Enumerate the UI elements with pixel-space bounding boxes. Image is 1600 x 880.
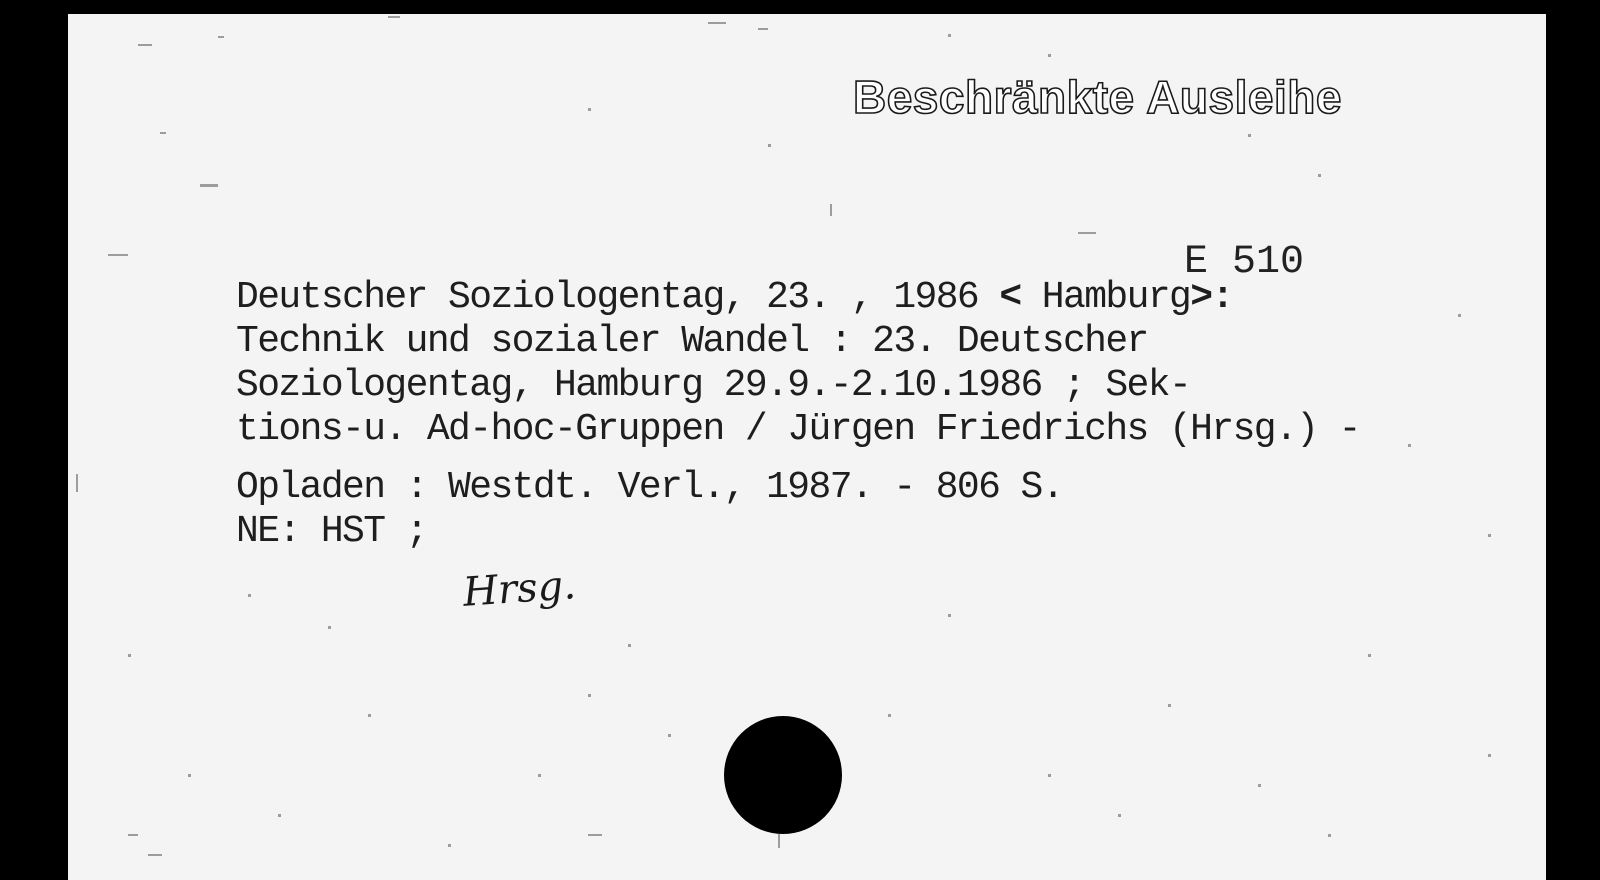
handwritten-note: Hrsg. [461,562,578,616]
entry-spacer [236,452,1360,466]
entry-line-5: Opladen : Westdt. Verl., 1987. - 806 S. [236,466,1063,509]
catalog-card [68,14,1546,880]
shelf-mark: E 510 [1184,240,1305,285]
place-note: Hamburg [1041,276,1191,319]
punch-hole [724,716,842,834]
restricted-loan-stamp: Beschränkte Ausleihe [853,71,1342,123]
entry-heading: Deutscher Soziologentag, 23. , 1986 [236,276,979,319]
entry-line-2: Technik und sozialer Wandel : 23. Deutscher [236,320,1148,363]
place-open-mark: < [999,276,1021,319]
entry-line-6: NE: HST ; [236,510,427,553]
place-close-mark: >: [1190,276,1233,319]
entry-line-3: Soziologentag, Hamburg 29.9.-2.10.1986 ; Sek- [236,364,1191,407]
entry-line-4: tions-u. Ad-hoc-Gruppen / Jürgen Friedrichs (Hrsg.) - [236,408,1360,451]
entry-line-1 [236,276,1360,320]
bibliographic-entry [236,276,1360,554]
